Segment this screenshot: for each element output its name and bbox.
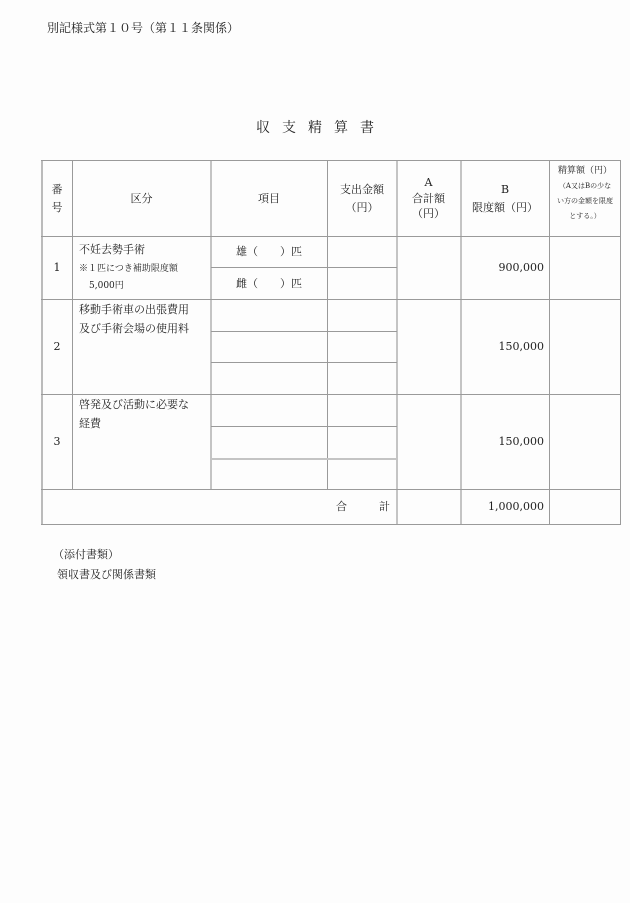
header-a-label: A	[424, 175, 433, 189]
row3-a-total[interactable]	[398, 395, 460, 489]
row1-category	[73, 237, 210, 299]
document-title: 収支精算書	[256, 120, 386, 136]
row2-item-2[interactable]	[211, 332, 327, 362]
header-a-line2: （円）	[412, 207, 445, 221]
row2-b-limit: 150,000	[498, 340, 544, 354]
row2-no: 2	[53, 340, 61, 354]
header-settlement-line4: とする。）	[569, 211, 601, 220]
row3-item-1[interactable]	[211, 395, 327, 426]
header-category: 区分	[130, 191, 153, 205]
row2-category-line1: 移動手術車の出張費用	[79, 303, 189, 316]
total-label	[330, 490, 396, 524]
row1-expense-female[interactable]	[328, 268, 396, 299]
row1-settlement[interactable]	[550, 237, 620, 299]
row1-expense-male[interactable]	[328, 237, 396, 267]
row1-category-label: 不妊去勢手術	[79, 243, 145, 257]
total-label-2: 計	[379, 500, 390, 514]
row3-no: 3	[53, 435, 61, 449]
row3-item-2[interactable]	[211, 427, 327, 458]
row3-b-limit: 150,000	[498, 435, 544, 449]
total-label-1: 合	[336, 500, 347, 514]
header-b-limit	[461, 161, 549, 236]
form-number: 別記様式第１０号（第１１条関係）	[47, 21, 240, 35]
row2-category-line2: 及び手術会場の使用料	[79, 322, 189, 336]
header-settlement-line3: い方の金額を限度	[557, 196, 613, 205]
header-expense	[328, 161, 396, 236]
header-item: 項目	[258, 191, 280, 205]
header-settlement-line2: （A又はBの少な	[558, 182, 612, 191]
row2-item-1[interactable]	[211, 300, 327, 331]
row1-item-female[interactable]: 雌（ ）匹	[236, 276, 302, 290]
total-settlement[interactable]	[550, 490, 620, 524]
row1-no: 1	[53, 261, 61, 275]
row2-settlement[interactable]	[550, 300, 620, 394]
attachments-item: 領収書及び関係書類	[57, 568, 156, 581]
attachments-heading: （添付書類）	[53, 548, 119, 561]
header-b-line1: 限度額（円）	[472, 200, 538, 214]
header-expense-line1: 支出金額	[340, 182, 384, 196]
total-a[interactable]	[398, 490, 460, 524]
row3-category-line2: 経費	[79, 417, 101, 431]
header-no	[42, 161, 72, 236]
row3-category	[73, 395, 210, 489]
header-a-total	[397, 161, 460, 236]
header-no-line2: 号	[51, 200, 63, 214]
row2-item-3[interactable]	[211, 363, 327, 394]
row3-item-3[interactable]	[211, 460, 327, 489]
row1-a-total[interactable]	[398, 237, 460, 299]
row3-settlement[interactable]	[550, 395, 620, 489]
row3-category-line1: 啓発及び活動に必要な	[79, 398, 189, 411]
header-a-line1: 合計額	[412, 191, 445, 205]
row1-note-line2: 5,000円	[89, 280, 124, 291]
row2-a-total[interactable]	[398, 300, 460, 394]
header-no-line1: 番	[51, 182, 63, 196]
row1-note-line1: ※１匹につき補助限度額	[79, 263, 178, 274]
header-settlement-line1: 精算額（円）	[557, 166, 612, 176]
row2-category	[73, 300, 210, 394]
total-b-limit: 1,000,000	[488, 500, 544, 514]
header-expense-line2: （円）	[345, 200, 379, 214]
row1-item-male[interactable]: 雄（ ）匹	[236, 245, 302, 259]
row1-b-limit: 900,000	[498, 261, 544, 275]
header-b-label: B	[500, 182, 510, 196]
header-settlement	[550, 161, 620, 236]
